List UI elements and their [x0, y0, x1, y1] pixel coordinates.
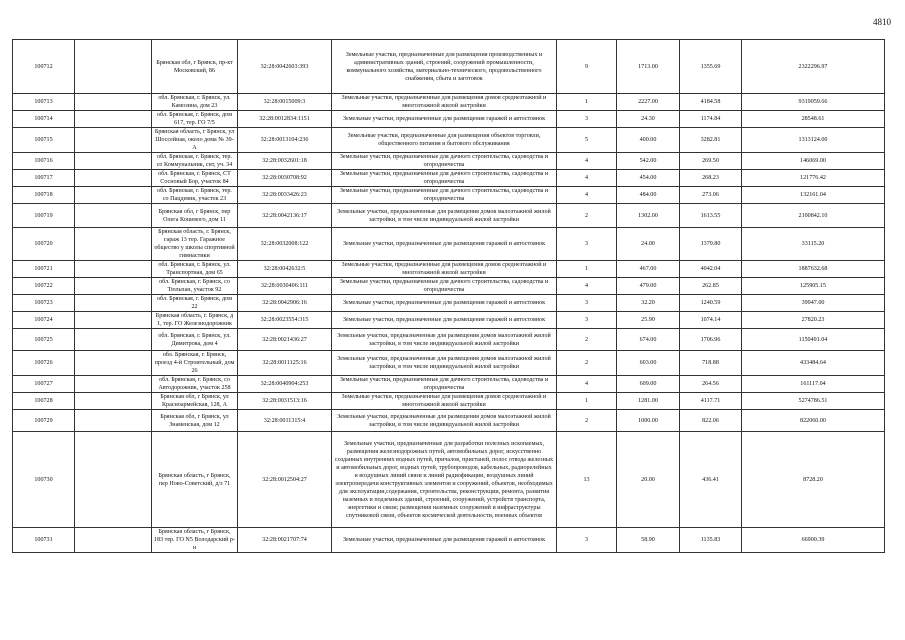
address-cell: Брянская обл, г Брянск, ул Красноармейская, 128, А	[152, 393, 238, 410]
row-id-cell: 100714	[13, 111, 75, 128]
cadastral-value-cell: 8728.20	[742, 432, 885, 528]
row-id-cell: 100725	[13, 329, 75, 351]
purpose-cell: Земельные участки, предназначенные для размещения производственных и административных зданий, строений, сооружений промышленности, коммунального хозяйства, материально-технического, продовольственного снабжения, сбыта и заготовок	[332, 40, 557, 94]
group-cell: 2	[557, 204, 617, 228]
cadastral-value-cell: 121776.42	[742, 170, 885, 187]
address-cell: обл. Брянская, г. Брянск, со Автодорожник, участок 258	[152, 376, 238, 393]
row-id-cell: 100722	[13, 278, 75, 295]
cadastral-value-cell: 66900.39	[742, 528, 885, 553]
cadastral-value-cell: 433484.64	[742, 351, 885, 376]
group-cell: 3	[557, 528, 617, 553]
group-cell: 3	[557, 228, 617, 261]
cadastral-table	[12, 39, 885, 553]
purpose-cell: Земельные участки, предназначенные для размещения домов малоэтажной жилой застройки, в том числе индивидуальной жилой застройки	[332, 410, 557, 432]
table-row	[13, 40, 885, 94]
address-cell: обл. Брянская, г. Брянск, тер. со Коммунальник, снт, уч. 34	[152, 153, 238, 170]
purpose-cell: Земельные участки, предназначенные для размещения домов среднеэтажной и многоэтажной жилой застройки	[332, 94, 557, 111]
area-cell: 484.00	[617, 187, 680, 204]
cadastral-value-cell: 125905.15	[742, 278, 885, 295]
spacer-cell	[75, 187, 152, 204]
address-cell: Брянская область, г Брянск, 183 тер. ГО N5 Володарский р-н	[152, 528, 238, 553]
cadastral-number-cell: 32:28:0042906:16	[238, 295, 332, 312]
row-id-cell: 100717	[13, 170, 75, 187]
cadastral-number-cell: 32:28:0031513:16	[238, 393, 332, 410]
area-cell: 32.20	[617, 295, 680, 312]
address-cell: обл. Брянская, г. Брянск, проезд 4-й Строительный, дом 26	[152, 351, 238, 376]
cadastral-value-cell: 132161.04	[742, 187, 885, 204]
table-row	[13, 170, 885, 187]
group-cell: 4	[557, 376, 617, 393]
area-cell: 1281.00	[617, 393, 680, 410]
address-cell: обл. Брянская, г. Брянск, ул. Димитрова, дом 4	[152, 329, 238, 351]
row-id-cell: 100715	[13, 128, 75, 153]
area-cell: 1302.00	[617, 204, 680, 228]
address-cell: Брянская область, г Брянск, пер Ново-Советский, д/з 71	[152, 432, 238, 528]
address-cell: обл. Брянская, г. Брянск, дом 617, тер. ГО 7/5	[152, 111, 238, 128]
row-id-cell: 100726	[13, 351, 75, 376]
rate-cell: 4184.58	[680, 94, 742, 111]
row-id-cell: 100730	[13, 432, 75, 528]
cadastral-number-cell: 32:28:0040904:253	[238, 376, 332, 393]
area-cell: 20.00	[617, 432, 680, 528]
purpose-cell: Земельные участки, предназначенные для дачного строительства, садоводства и огородничества	[332, 187, 557, 204]
address-cell: Брянская обл, г Брянск, ул Знаменская, дом 12	[152, 410, 238, 432]
cadastral-number-cell: 32:28:0033426:23	[238, 187, 332, 204]
address-cell: Брянская область, г. Брянск, гараж 13 тер. Гаражное общество у школы спортивной гимнастики	[152, 228, 238, 261]
area-cell: 674.00	[617, 329, 680, 351]
purpose-cell: Земельные участки, предназначенные для размещения домов малоэтажной жилой застройки, в том числе индивидуальной жилой застройки	[332, 351, 557, 376]
cadastral-number-cell: 32:28:0042632:5	[238, 261, 332, 278]
row-id-cell: 100731	[13, 528, 75, 553]
rate-cell: 262.85	[680, 278, 742, 295]
rate-cell: 3282.81	[680, 128, 742, 153]
group-cell: 13	[557, 432, 617, 528]
cadastral-value-cell: 1887632.68	[742, 261, 885, 278]
spacer-cell	[75, 432, 152, 528]
cadastral-number-cell: 32:28:0030406:111	[238, 278, 332, 295]
purpose-cell: Земельные участки, предназначенные для разработки полезных ископаемых, размещения железнодорожных путей, автомобильных дорог, искусственно созданных внутренних водных путей, причалов, пристаней, полос отвода железных и автомобильных дорог, водных путей, трубопроводов, кабельных, радиорелейных и воздушных линий связи и линий радиофикации, воздушных линий электропередачи конструктивных элементов и сооружений, объектов, необходимых для эксплуатации,содержания, строительства, реконструкции, ремонта, развития наземных и подземных зданий, строений, сооружений, устройств транспорта, энергетики и связи; размещения наземных сооружений и инфраструктуры спутниковой связи, объектов космической деятельности, военных объектов	[332, 432, 557, 528]
cadastral-number-cell: 32:28:0012504:27	[238, 432, 332, 528]
purpose-cell: Земельные участки, предназначенные для размещения гаражей и автостоянок	[332, 111, 557, 128]
spacer-cell	[75, 329, 152, 351]
purpose-cell: Земельные участки, предназначенные для размещения гаражей и автостоянок	[332, 228, 557, 261]
spacer-cell	[75, 153, 152, 170]
table-row	[13, 432, 885, 528]
rate-cell: 4042.04	[680, 261, 742, 278]
cadastral-value-cell: 161117.04	[742, 376, 885, 393]
spacer-cell	[75, 261, 152, 278]
group-cell: 5	[557, 128, 617, 153]
cadastral-value-cell: 822060.00	[742, 410, 885, 432]
spacer-cell	[75, 170, 152, 187]
area-cell: 400.00	[617, 128, 680, 153]
area-cell: 24.30	[617, 111, 680, 128]
table-row	[13, 351, 885, 376]
group-cell: 2	[557, 410, 617, 432]
table-row	[13, 278, 885, 295]
area-cell: 25.90	[617, 312, 680, 329]
purpose-cell: Земельные участки, предназначенные для размещения домов среднеэтажной и многоэтажной жилой застройки	[332, 261, 557, 278]
rate-cell: 273.06	[680, 187, 742, 204]
table-row	[13, 153, 885, 170]
spacer-cell	[75, 94, 152, 111]
spacer-cell	[75, 228, 152, 261]
address-cell: обл. Брянская, г. Брянск, со Тюльпан, участок 92	[152, 278, 238, 295]
group-cell: 3	[557, 111, 617, 128]
row-id-cell: 100724	[13, 312, 75, 329]
area-cell: 609.00	[617, 376, 680, 393]
cadastral-number-cell: 32:28:0011125:16	[238, 351, 332, 376]
table-row	[13, 393, 885, 410]
spacer-cell	[75, 351, 152, 376]
cadastral-value-cell: 2322296.97	[742, 40, 885, 94]
purpose-cell: Земельные участки, предназначенные для размещения гаражей и автостоянок	[332, 295, 557, 312]
area-cell: 2227.00	[617, 94, 680, 111]
address-cell: Брянская обл, г Брянск, пр-кт Московский, 86	[152, 40, 238, 94]
cadastral-number-cell: 32:28:0013104:236	[238, 128, 332, 153]
row-id-cell: 100718	[13, 187, 75, 204]
rate-cell: 268.23	[680, 170, 742, 187]
row-id-cell: 100721	[13, 261, 75, 278]
cadastral-value-cell: 2100842.10	[742, 204, 885, 228]
cadastral-number-cell: 32:28:0015009:3	[238, 94, 332, 111]
address-cell: обл. Брянская, г. Брянск, дом 22	[152, 295, 238, 312]
row-id-cell: 100729	[13, 410, 75, 432]
row-id-cell: 100720	[13, 228, 75, 261]
purpose-cell: Земельные участки, предназначенные для дачного строительства, садоводства и огородничества	[332, 170, 557, 187]
spacer-cell	[75, 111, 152, 128]
purpose-cell: Земельные участки, предназначенные для размещения объектов торговли, общественного питания и бытового обслуживания	[332, 128, 557, 153]
spacer-cell	[75, 393, 152, 410]
cadastral-value-cell: 28548.61	[742, 111, 885, 128]
rate-cell: 264.56	[680, 376, 742, 393]
row-id-cell: 100713	[13, 94, 75, 111]
row-id-cell: 100716	[13, 153, 75, 170]
cadastral-number-cell: 32:28:0030708:92	[238, 170, 332, 187]
spacer-cell	[75, 128, 152, 153]
rate-cell: 718.88	[680, 351, 742, 376]
spacer-cell	[75, 204, 152, 228]
rate-cell: 1174.84	[680, 111, 742, 128]
cadastral-value-cell: 1150491.04	[742, 329, 885, 351]
area-cell: 542.00	[617, 153, 680, 170]
purpose-cell: Земельные участки, предназначенные для размещения гаражей и автостоянок	[332, 528, 557, 553]
area-cell: 58.90	[617, 528, 680, 553]
page-number: 4810	[873, 17, 891, 27]
rate-cell: 436.41	[680, 432, 742, 528]
table-row	[13, 228, 885, 261]
row-id-cell: 100712	[13, 40, 75, 94]
table-row	[13, 187, 885, 204]
spacer-cell	[75, 376, 152, 393]
table-row	[13, 128, 885, 153]
table-row	[13, 528, 885, 553]
address-cell: обл. Брянская, г. Брянск, ул. Транспортная, дом 65	[152, 261, 238, 278]
group-cell: 4	[557, 153, 617, 170]
rate-cell: 269.50	[680, 153, 742, 170]
group-cell: 9	[557, 40, 617, 94]
address-cell: обл. Брянская, г. Брянск, СТ Сосновый Бор, участок 84	[152, 170, 238, 187]
group-cell: 4	[557, 170, 617, 187]
spacer-cell	[75, 312, 152, 329]
cadastral-number-cell: 32:28:0012834:1151	[238, 111, 332, 128]
rate-cell: 1355.69	[680, 40, 742, 94]
table-row	[13, 111, 885, 128]
group-cell: 4	[557, 187, 617, 204]
cadastral-number-cell: 32:28:0011315:4	[238, 410, 332, 432]
purpose-cell: Земельные участки, предназначенные для дачного строительства, садоводства и огородничества	[332, 278, 557, 295]
table-row	[13, 94, 885, 111]
spacer-cell	[75, 528, 152, 553]
group-cell: 4	[557, 278, 617, 295]
area-cell: 603.00	[617, 351, 680, 376]
cadastral-number-cell: 32:28:0032601:18	[238, 153, 332, 170]
rate-cell: 1706.96	[680, 329, 742, 351]
purpose-cell: Земельные участки, предназначенные для размещения гаражей и автостоянок	[332, 312, 557, 329]
group-cell: 1	[557, 94, 617, 111]
cadastral-value-cell: 5274786.51	[742, 393, 885, 410]
cadastral-number-cell: 32:28:0032008:122	[238, 228, 332, 261]
cadastral-value-cell: 9319059.66	[742, 94, 885, 111]
table-row	[13, 312, 885, 329]
table-row	[13, 376, 885, 393]
group-cell: 1	[557, 393, 617, 410]
table-row	[13, 204, 885, 228]
rate-cell: 1135.83	[680, 528, 742, 553]
table-row	[13, 261, 885, 278]
address-cell: обл. Брянская, г. Брянск, ул. Камозина, дом 23	[152, 94, 238, 111]
cadastral-value-cell: 27820.23	[742, 312, 885, 329]
cadastral-number-cell: 32:28:0021707:74	[238, 528, 332, 553]
purpose-cell: Земельные участки, предназначенные для дачного строительства, садоводства и огородничества	[332, 153, 557, 170]
group-cell: 2	[557, 329, 617, 351]
spacer-cell	[75, 410, 152, 432]
cadastral-number-cell: 32:28:0023554:315	[238, 312, 332, 329]
rate-cell: 822.06	[680, 410, 742, 432]
purpose-cell: Земельные участки, предназначенные для размещения домов малоэтажной жилой застройки, в том числе индивидуальной жилой застройки	[332, 329, 557, 351]
row-id-cell: 100719	[13, 204, 75, 228]
rate-cell: 1379.80	[680, 228, 742, 261]
purpose-cell: Земельные участки, предназначенные для размещения домов малоэтажной жилой застройки, в том числе индивидуальной жилой застройки	[332, 204, 557, 228]
row-id-cell: 100728	[13, 393, 75, 410]
table-row	[13, 329, 885, 351]
rate-cell: 1613.55	[680, 204, 742, 228]
area-cell: 1000.00	[617, 410, 680, 432]
group-cell: 2	[557, 351, 617, 376]
rate-cell: 1240.59	[680, 295, 742, 312]
address-cell: обл. Брянская, г. Брянск, тер. со Пацдевик, участок 23	[152, 187, 238, 204]
purpose-cell: Земельные участки, предназначенные для дачного строительства, садоводства и огородничества	[332, 376, 557, 393]
table-row	[13, 295, 885, 312]
row-id-cell: 100727	[13, 376, 75, 393]
purpose-cell: Земельные участки, предназначенные для размещения домов среднеэтажной и многоэтажной жилой застройки	[332, 393, 557, 410]
area-cell: 479.00	[617, 278, 680, 295]
spacer-cell	[75, 40, 152, 94]
area-cell: 467.00	[617, 261, 680, 278]
address-cell: Брянская область, г. Брянск, д 1, тер. ГО Железнодорожник	[152, 312, 238, 329]
address-cell: Брянская область, г Брянск, ул Шоссейная, около дома № 39-А	[152, 128, 238, 153]
group-cell: 1	[557, 261, 617, 278]
address-cell: Брянская обл, г Брянск, пер Олега Кошевого, дом 11	[152, 204, 238, 228]
cadastral-value-cell: 1313124.00	[742, 128, 885, 153]
spacer-cell	[75, 295, 152, 312]
cadastral-number-cell: 32:28:0042136:17	[238, 204, 332, 228]
group-cell: 3	[557, 295, 617, 312]
row-id-cell: 100723	[13, 295, 75, 312]
area-cell: 454.00	[617, 170, 680, 187]
cadastral-value-cell: 39947.00	[742, 295, 885, 312]
table-row	[13, 410, 885, 432]
cadastral-value-cell: 146069.00	[742, 153, 885, 170]
cadastral-number-cell: 32:28:0021436:27	[238, 329, 332, 351]
rate-cell: 4117.71	[680, 393, 742, 410]
spacer-cell	[75, 278, 152, 295]
area-cell: 1713.00	[617, 40, 680, 94]
group-cell: 3	[557, 312, 617, 329]
cadastral-number-cell: 32:28:0042603:393	[238, 40, 332, 94]
rate-cell: 1074.14	[680, 312, 742, 329]
cadastral-value-cell: 33115.20	[742, 228, 885, 261]
area-cell: 24.00	[617, 228, 680, 261]
